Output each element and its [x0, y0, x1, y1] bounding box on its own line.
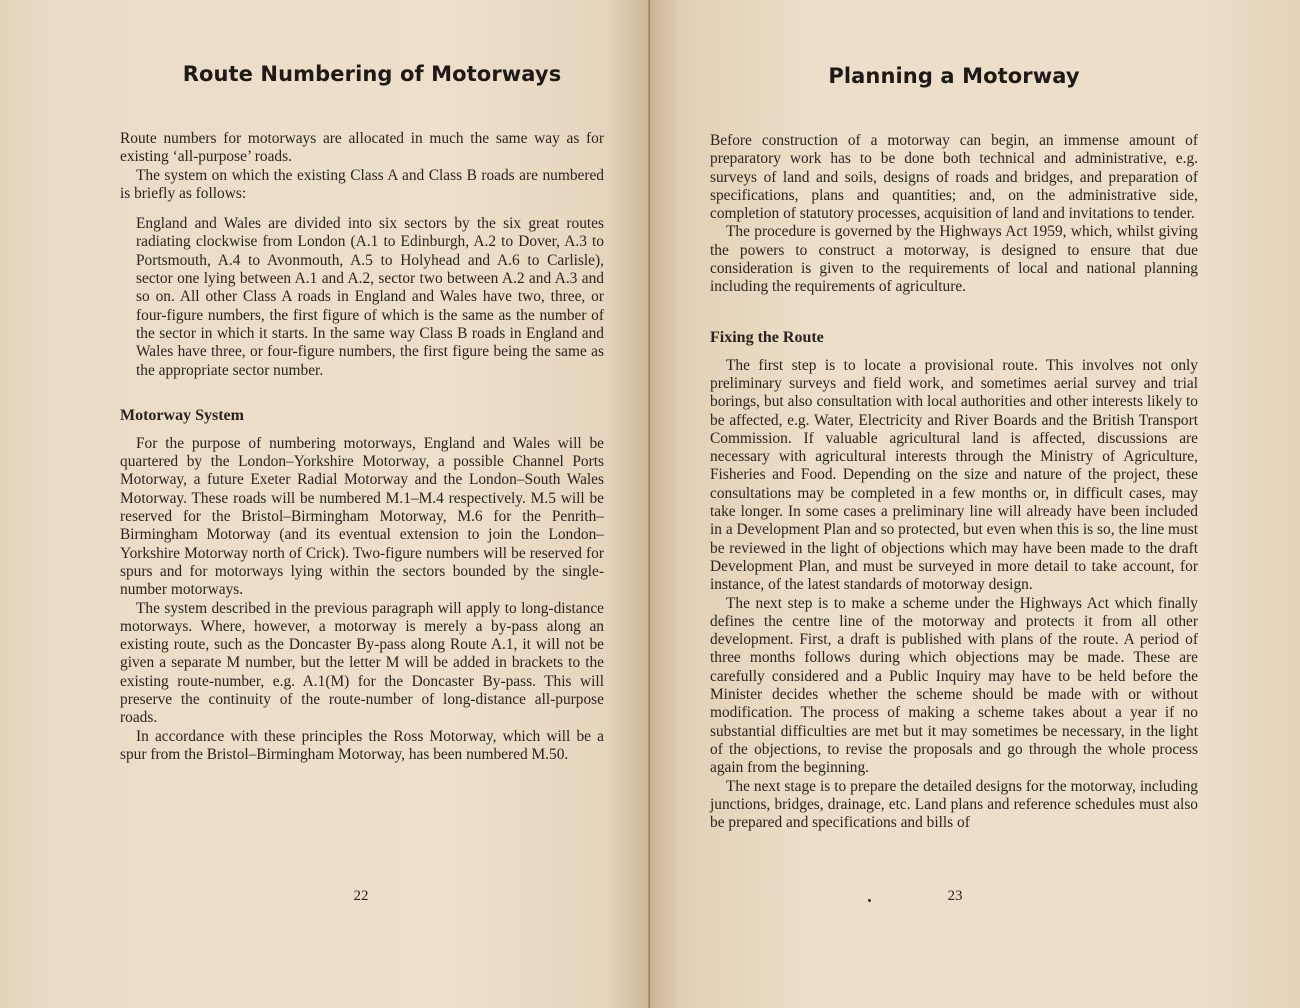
- paragraph: Before construction of a motorway can begin, an immense amount of preparatory work has to be done both technical and administrative, e.g. surveys of land and soils, designs of roads and bridges, and preparation of specifications, plans and quantities; and, on the administrative side, completion of statutory processes, acquisition of land and invitations to tender.: [710, 132, 1198, 223]
- paragraph: The procedure is governed by the Highways Act 1959, which, whilst giving the powers to construct a motorway, is designed to ensure that due consideration is given to the requirements of local and national planning including the requirements of agriculture.: [710, 223, 1198, 296]
- section-heading: Motorway System: [120, 406, 244, 424]
- right-page: [650, 0, 1300, 1008]
- quoted-block: England and Wales are divided into six sectors by the six great routes radiating clockwise from London (A.1 to Edinburgh, A.2 to Dover, A.3 to Portsmouth, A.4 to Avonmouth, A.5 to Holyhead and A.6 to Carlisle), sector one lying between A.1 and A.2, sector two between A.2 and A.3 and so on. All other Class A roads in England and Wales have two, three, or four-figure numbers, the first figure of which is the same as the number of the sector in which it starts. In the same way Class B roads in England and Wales have three, or four-figure numbers, the first figure being the same as the appropriate sector number.: [136, 215, 604, 379]
- paragraph: The system described in the previous paragraph will apply to long-distance motorways. Where, however, a motorway is merely a by-pass along an existing route, such as the Doncaster By-pass along Route A.1, it will not be given a separate M number, but the letter M will be added in brackets to the existing route-number, e.g. A.1(M) for the Doncaster By-pass. This will preserve the continuity of the route-number of long-distance all-purpose roads.: [120, 599, 604, 727]
- paragraph: Route numbers for motorways are allocated in much the same way as for existing ‘all-purpose’ roads.: [120, 130, 604, 166]
- page-title: Planning a Motorway: [828, 64, 1080, 88]
- paragraph: In accordance with these principles the Ross Motorway, which will be a spur from the Bristol–Birmingham Motorway, has been numbered M.50.: [120, 727, 604, 763]
- paragraph: The next step is to make a scheme under the Highways Act which finally defines the centre line of the motorway and protects it from all other development. First, a draft is published with plans of the route. A period of three months follows during which objections may be made. These are carefully considered and a Public Inquiry may have to be held before the Minister decides whether the scheme should be made with or without modification. The process of making a scheme takes about a year if no substantial difficulties are met but it may sometimes be necessary, in the light of the objections, to revise the proposals and go through the whole process again from the beginning.: [710, 594, 1198, 777]
- paragraph: The first step is to locate a provisional route. This involves not only preliminary surveys and field work, and sometimes aerial survey and trial borings, but also consultation with local authorities and other interests likely to be affected, e.g. Water, Electricity and River Boards and the British Transport Commission. If valuable agricultural land is affected, discussions are necessary with agricultural interests through the Ministry of Agriculture, Fisheries and Food. Depending on the size and nature of the project, these consultations may be completed in a few months or, in difficult cases, may take longer. In some cases a preliminary line will already have been included in a Development Plan and so protected, but even when this is so, the line must be reviewed in the light of objections which may have been made to the draft Development Plan, and must be surveyed in more detail to take account, for instance, of the latest standards of motorway design.: [710, 356, 1198, 594]
- paper-speck: [868, 899, 871, 902]
- paragraph: The system on which the existing Class A and Class B roads are numbered is briefly as follows:: [120, 166, 604, 202]
- paragraph: For the purpose of numbering motorways, England and Wales will be quartered by the London–Yorkshire Motorway, a possible Channel Ports Motorway, a future Exeter Radial Motorway and the London–South Wales Motorway. These roads will be numbered M.1–M.4 respectively. M.5 will be reserved for the Bristol–Birmingham Motorway, M.6 for the Penrith–Birmingham Motorway (and its eventual extension to join the London–Yorkshire Motorway north of Crick). Two-figure numbers will be reserved for spurs and for motorways lying within the sectors bounded by the single-number motorways.: [120, 434, 604, 599]
- section-heading: Fixing the Route: [710, 328, 824, 346]
- paragraph: The next stage is to prepare the detailed designs for the motorway, including junctions, bridges, drainage, etc. Land plans and reference schedules must also be prepared and specifications and bills of: [710, 777, 1198, 832]
- page-number: 22: [353, 888, 369, 904]
- page-number: 23: [947, 888, 963, 904]
- page-title: Route Numbering of Motorways: [182, 62, 562, 86]
